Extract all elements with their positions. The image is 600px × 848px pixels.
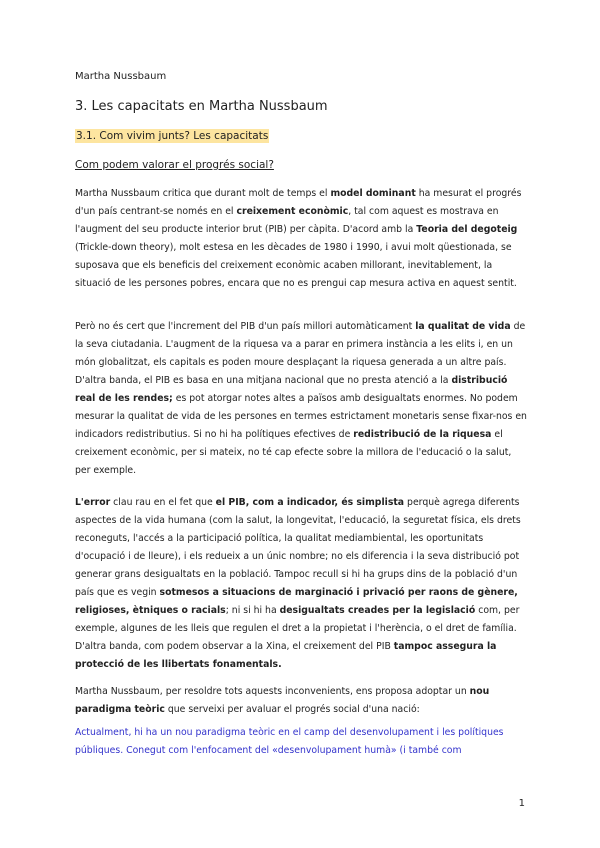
bold-text-run: redistribució de la riquesa [353,429,492,440]
bold-text-run: creixement econòmic [236,206,349,217]
text-run: que serveixi per avaluar el progrés social d'una nació: [164,704,420,715]
paragraph-1 [75,185,527,293]
bold-text-run: tampoc assegura la protecció de les llibertats fonamentals. [75,641,497,670]
bold-text-run: Teoria del degoteig [416,224,518,235]
bold-text-run: la qualitat de vida [415,321,511,332]
page-number: 1 [518,798,525,809]
text-run: de la seva ciutadania. L'augment de la riquesa va a parar en primera instància a les elits i, en un món globalitzat, els capitals es poden moure desplaçant la riquesa generada a un altre país. D'altra banda, el PIB es basa en una mitjana nacional que no presta atenció a la [75,321,526,386]
paragraph-4 [75,683,527,719]
paragraph-2 [75,318,527,480]
bold-text-run: distribució real de les rendes; [75,375,508,404]
text-run: Actualment, hi ha un nou paradigma teòric en el camp del desenvolupament i les polítiques públiques. Conegut com l'enfocament del «desenvolupament humà» (i també com [75,727,504,756]
author-line: Martha Nussbaum [75,71,167,82]
bold-text-run: el PIB, com a indicador, és simplista [215,497,405,508]
bold-text-run: nou paradigma teòric [75,686,490,715]
paragraph-5-quote [75,724,527,760]
text-run: , tal com aquest es mostrava en l'augment del seu producte interior brut (PIB) per càpita. D'acord amb la [75,206,499,235]
text-run: Martha Nussbaum, per resoldre tots aquests inconvenients, ens proposa adoptar un [75,686,470,697]
bold-text-run: model dominant [330,188,416,199]
section-title: 3. Les capacitats en Martha Nussbaum [75,99,328,114]
question-heading: Com podem valorar el progrés social? [75,159,274,171]
text-run: (Trickle-down theory), molt estesa en les dècades de 1980 i 1990, i avui molt qüestionada, se suposava que els beneficis del creixement econòmic acaben millorant, inevitablement, la situació de les persones pobres, encara que no es prengui cap mesura activa en aquest sentit. [75,242,517,289]
text-run: ; ni si hi ha [225,605,280,616]
subsection-title [75,130,269,142]
bold-text-run: sotmesos a situacions de marginació i privació per raons de gènere, religioses, ètniques o racials [75,587,518,616]
paragraph-3 [75,494,527,674]
text-run: el creixement econòmic, per si mateix, no té cap efecte sobre la millora de l'educació o la salut, per exemple. [75,429,512,476]
text-run: clau rau en el fet que [110,497,216,508]
bold-text-run: L'error [75,497,111,508]
text-run: Però no és cert que l'increment del PIB d'un país millori automàticament [75,321,416,332]
subsection-title-highlight: 3.1. Com vivim junts? Les capacitats [76,130,269,142]
text-run: Martha Nussbaum critica que durant molt de temps el [75,188,331,199]
text-run: com, per exemple, algunes de les lleis que regulen el dret a la propietat i l'herència, o el dret de família. D'altra banda, com podem observar a la Xina, el creixement del PIB [75,605,520,652]
text-run: perquè agrega diferents aspectes de la vida humana (com la salut, la longevitat, l'educació, la seguretat física, els drets reconeguts, l'accés a la participació política, la qualitat mediambiental, les oportunitats d'ocupació i de lleure), i els redueix a un únic nombre; no els diferencia i la seva distribució pot generar grans desigualtats en la població. Tampoc recull si hi ha grups dins de la població d'un país que es vegin [75,497,521,598]
text-run: ha mesurat el progrés d'un país centrant-se només en el [75,188,522,217]
text-run: es pot atorgar notes altes a països amb desigualtats enormes. No podem mesurar la qualitat de vida de les persones en termes estrictament monetaris sense fixar-nos en indicadors redistributius. Si no hi ha polítiques efectives de [75,393,527,440]
bold-text-run: desigualtats creades per la legislació [279,605,476,616]
